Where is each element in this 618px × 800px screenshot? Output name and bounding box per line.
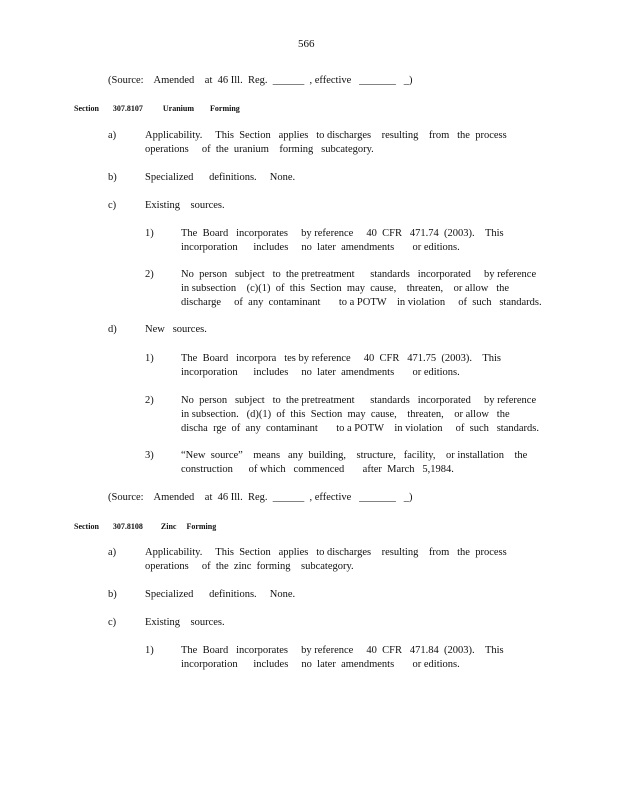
item-a-line2: operations of the zinc forming subcategory. [145,561,354,572]
item-c-text: Existing sources. [145,617,225,628]
section-heading-307-8107: Section 307.8107 Uranium Forming [74,104,240,113]
item-b-text: Specialized definitions. None. [145,172,296,183]
subitem-d1-line2: incorporation includes no later amendments or editions. [181,367,460,378]
subitem-label-d1: 1) [145,353,154,364]
item-c-text: Existing sources. [145,200,225,211]
subitem-c1-line1: The Board incorporates by reference 40 CFR 471.74 (2003). This [181,228,504,239]
subitem-label-c1: 1) [145,228,154,239]
subitem-c2-line2: in subsection (c)(1) of this Section may cause, threaten, or allow the [181,283,510,294]
item-label-d: d) [108,324,117,335]
subitem-c1-line1: The Board incorporates by reference 40 CFR 471.84 (2003). This [181,645,504,656]
subitem-c2-line1: No person subject to the pretreatment standards incorporated by reference [181,269,537,280]
subitem-d2-line2: in subsection. (d)(1) of this Section may cause, threaten, or allow the [181,409,510,420]
subitem-label-c1: 1) [145,645,154,656]
item-a-line1: Applicability. This Section applies to discharges resulting from the process [145,130,507,141]
item-d-text: New sources. [145,324,207,335]
subitem-d3-line2: construction of which commenced after March 5,1984. [181,464,454,475]
subitem-d3-line1: “New source” means any building, structure, facility, or installation the [181,450,528,461]
item-label-a: a) [108,130,117,141]
item-label-b: b) [108,172,117,183]
item-b-text: Specialized definitions. None. [145,589,296,600]
page-number: 566 [298,38,315,50]
subitem-d2-line1: No person subject to the pretreatment standards incorporated by reference [181,395,537,406]
subitem-c2-line3: discharge of any contaminant to a POTW in violation of such standards. [181,297,542,308]
source-note: (Source: Amended at 46 Ill. Reg. ______ , effective _______ _) [108,492,413,503]
subitem-c1-line2: incorporation includes no later amendments or editions. [181,659,460,670]
item-label-c: c) [108,617,117,628]
item-a-line2: operations of the uranium forming subcategory. [145,144,374,155]
section-heading-307-8108: Section 307.8108 Zinc Forming [74,522,217,531]
subitem-label-c2: 2) [145,269,154,280]
subitem-d1-line1: The Board incorpora tes by reference 40 CFR 471.75 (2003). This [181,353,501,364]
item-label-b: b) [108,589,117,600]
item-a-line1: Applicability. This Section applies to discharges resulting from the process [145,547,507,558]
subitem-label-d3: 3) [145,450,154,461]
item-label-a: a) [108,547,117,558]
source-note: (Source: Amended at 46 Ill. Reg. ______ , effective _______ _) [108,75,413,86]
item-label-c: c) [108,200,117,211]
subitem-d2-line3: discha rge of any contaminant to a POTW in violation of such standards. [181,423,540,434]
subitem-c1-line2: incorporation includes no later amendments or editions. [181,242,460,253]
subitem-label-d2: 2) [145,395,154,406]
